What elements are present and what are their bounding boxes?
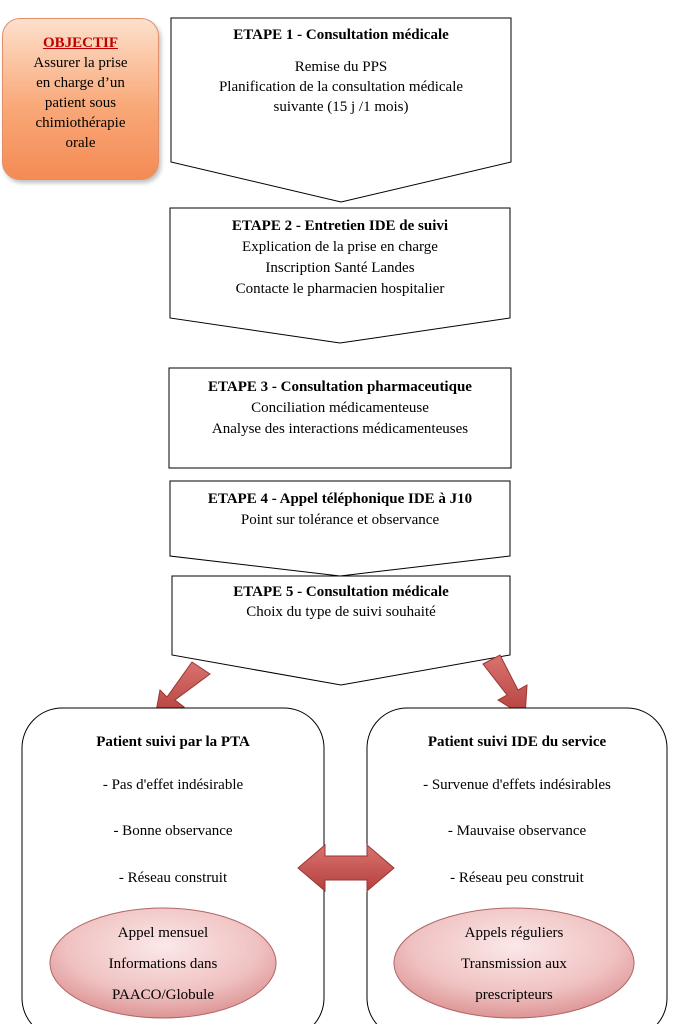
objective-line-1: Assurer la prise (33, 55, 128, 71)
right-box-title: Patient suivi IDE du service (427, 734, 607, 750)
right-box-item-2: - Mauvaise observance (447, 823, 587, 839)
step-5-line-1: Choix du type de suivi souhaité (246, 604, 436, 620)
objective-line-4: chimiothérapie (35, 115, 126, 131)
step-2-line-3: Contacte le pharmacien hospitalier (235, 281, 445, 297)
step-2-line-1: Explication de la prise en charge (242, 239, 438, 255)
right-bubble-line-2: Transmission aux (461, 956, 567, 972)
left-box-title: Patient suivi par la PTA (96, 734, 250, 750)
step-1-title: ETAPE 1 - Consultation médicale (233, 27, 449, 43)
step-4-title: ETAPE 4 - Appel téléphonique IDE à J10 (207, 491, 473, 507)
step-3-line-2: Analyse des interactions médicamenteuses (211, 421, 469, 437)
objective-title: OBJECTIF (42, 35, 118, 51)
step-2-line-2: Inscription Santé Landes (265, 260, 415, 276)
left-bubble-line-2: Informations dans (108, 956, 218, 972)
left-box-item-3: - Réseau construit (118, 870, 228, 886)
right-box-item-3: - Réseau peu construit (450, 870, 584, 886)
objective-box (2, 18, 159, 180)
objective-line-5: orale (65, 135, 96, 151)
step-1-line-2: Planification de la consultation médicale (218, 79, 464, 95)
step-1-line-1: Remise du PPS (294, 59, 388, 75)
step-1-line-3: suivante (15 j /1 mois) (273, 99, 409, 115)
step-4-line-1: Point sur tolérance et observance (240, 512, 440, 528)
left-bubble-line-1: Appel mensuel (117, 925, 209, 941)
step-5-title: ETAPE 5 - Consultation médicale (233, 584, 449, 600)
right-bubble-line-3: prescripteurs (475, 987, 553, 1003)
right-box-item-1: - Survenue d'effets indésirables (423, 777, 611, 793)
left-box-item-2: - Bonne observance (113, 823, 233, 839)
right-bubble-line-1: Appels réguliers (464, 925, 564, 941)
step-3-title: ETAPE 3 - Consultation pharmaceutique (208, 379, 472, 395)
objective-line-3: patient sous (44, 95, 117, 111)
objective-line-2: en charge d’un (36, 75, 125, 91)
step-3-line-1: Conciliation médicamenteuse (251, 400, 429, 416)
left-bubble-line-3: PAACO/Globule (112, 987, 214, 1003)
left-box-item-1: - Pas d'effet indésirable (102, 777, 244, 793)
step-2-title: ETAPE 2 - Entretien IDE de suivi (231, 218, 449, 234)
